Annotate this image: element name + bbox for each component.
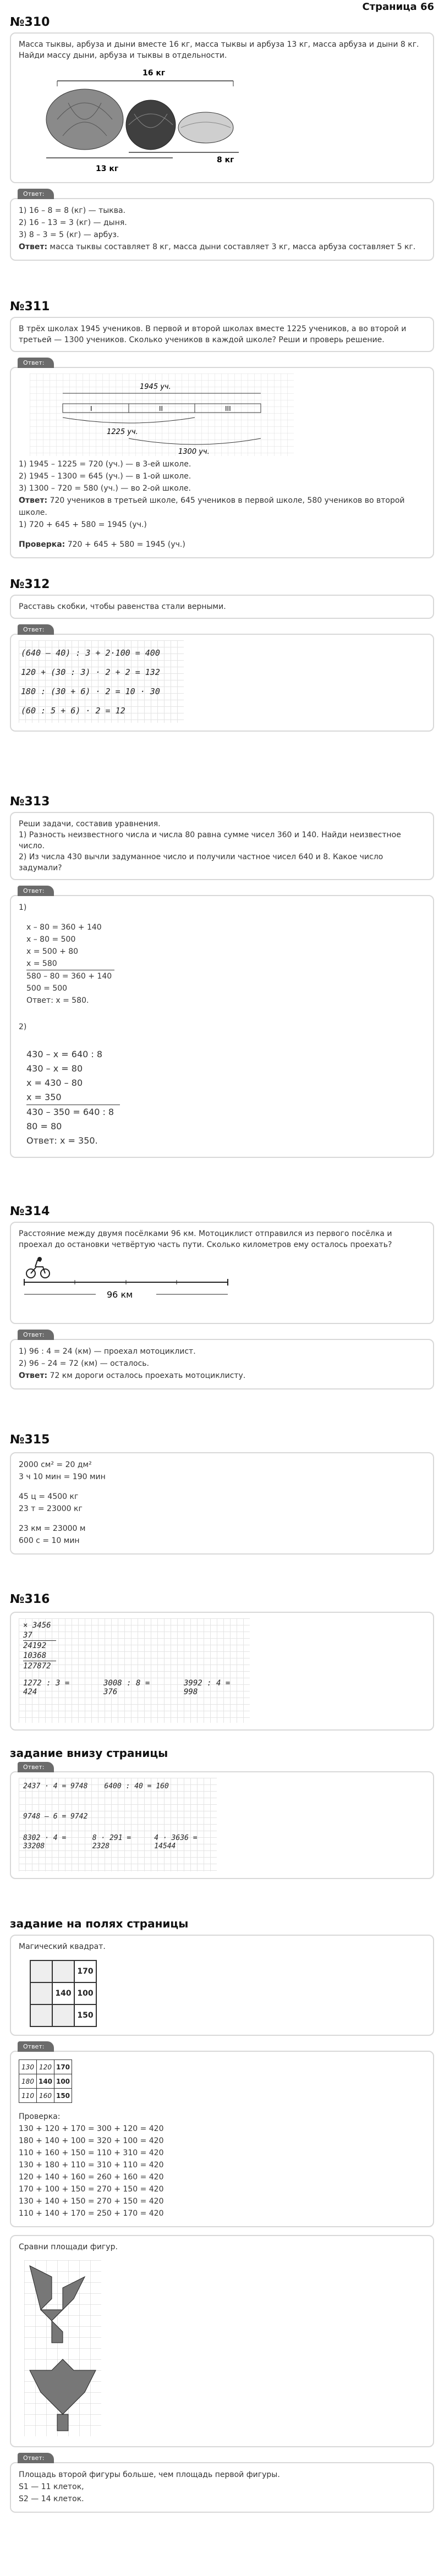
label-16kg: 16 кг [142,69,166,78]
eq-line: Ответ: x = 350. [26,1135,98,1146]
eq-line: 580 – 80 = 360 + 140 [26,972,112,981]
task-number: №314 [10,1205,50,1218]
square-cell: 150 [74,2004,96,2026]
question-text: Расставь скобки, чтобы равенства стали верными. [19,602,226,611]
task-310 [10,15,434,261]
hw-line: 10368 [23,1651,56,1661]
task-313 [10,795,434,1158]
check-line: Проверка: 720 + 645 + 580 = 1945 (уч.) [19,540,185,549]
check-line: 170 + 100 + 150 = 270 + 150 = 420 [19,2185,164,2194]
margin-task [10,1917,434,2513]
conversion-line: 600 с = 10 мин [19,1536,80,1545]
division-row [23,1679,245,1696]
square-cell: 150 [54,2089,72,2103]
check-line: 180 + 140 + 100 = 320 + 100 = 420 [19,2136,164,2145]
hw-line: × 3456 [23,1621,51,1630]
eq-line: 80 = 80 [26,1121,62,1132]
equation-2 [26,1047,425,1148]
hw-line: 24192 [23,1641,47,1650]
hw-line: 8 · 291 = 2328 [92,1834,131,1850]
svg-text:I: I [90,405,92,413]
hw-line: 120 + (30 : 3) · 2 + 2 = 132 [21,667,160,677]
square-cell: 130 [19,2060,37,2074]
answer-tag: Ответ: [18,2041,54,2052]
answer-line: Ответ: 72 км дороги осталось проехать мотоциклисту. [19,1371,246,1380]
bottom-task [10,1746,434,1879]
conversion-line: 3 ч 10 мин = 190 мин [19,1473,106,1481]
hw-1945: 1945 уч. [140,383,171,391]
check-title: Проверка: [19,2112,61,2121]
figures-illustration [24,2260,101,2436]
equation-1 [26,921,425,1007]
task-315 [10,1433,434,1555]
square-cell: 180 [19,2074,37,2089]
hw-1300: 1300 уч. [178,448,210,456]
question-text: Магический квадрат. [19,1942,106,1951]
page-title: Страница 66 [362,1,434,13]
label-8kg: 8 кг [217,156,234,164]
question-box [10,595,434,619]
answer-line: S1 — 11 клеток, [19,2482,84,2491]
eq-line: x = 430 – 80 [26,1078,83,1088]
svg-text:III: III [225,405,231,413]
solution-line: 1) 1945 – 1225 = 720 (уч.) — в 3-ей школе. [19,460,191,469]
eq-line: x = 500 + 80 [26,947,79,956]
hw-line: 4 · 3636 = 14544 [154,1834,198,1850]
square-cell: 100 [54,2074,72,2089]
eq-line: 430 – x = 640 : 8 [26,1049,103,1059]
question-text: В трёх школах 1945 учеников. В первой и второй школах вместе 1225 учеников, а во второй и третьей — 1300 учеников. Сколько учеников в каждой школе? Реши и проверь решение. [19,325,407,344]
question-text: 2) Из числа 430 вычли задуманное число и получили частное чисел 640 и 8. Какое число задумали? [19,853,383,872]
hw-row [23,1834,212,1850]
conversion-line: 23 км = 23000 м [19,1524,86,1533]
svg-text:II: II [159,405,163,413]
answer-box [10,198,434,261]
answer-line: Площадь второй фигуры больше, чем площадь первой фигуры. [19,2470,280,2479]
grid-paper [19,1778,217,1871]
hw-division: 3992 : 4 = 998 [184,1679,231,1696]
spacer [19,1483,425,1491]
square-cell [52,2004,74,2026]
answer-line: Ответ: масса тыквы составляет 8 кг, масса дыни составляет 3 кг, масса арбуза составляет 5 кг. [19,243,416,251]
handwritten-diagram [30,374,294,456]
hw-row [23,1782,212,1790]
eq-line: x – 80 = 500 [26,935,76,944]
answer-tag: Ответ: [18,189,54,199]
question-text: Реши задачи, составив уравнения. [19,820,161,828]
grid-paper [19,640,184,723]
square-cell: 170 [74,1960,96,1982]
answer-tag: Ответ: [18,1762,54,1772]
answer-tag: Ответ: [18,1330,54,1340]
hw-line: (60 : 5 + 6) · 2 = 12 [21,706,125,716]
part-label: 2) [19,1023,27,1031]
answer-box [10,2051,434,2227]
eq-line: x = 350 [26,1090,120,1105]
square-cell: 170 [54,2060,72,2074]
answer-box [10,895,434,1158]
label-96km: 96 км [107,1289,133,1300]
answer-tag: Ответ: [18,358,54,368]
square-cell: 160 [37,2089,54,2103]
section-heading: задание на полях страницы [10,1917,189,1930]
answer-tag: Ответ: [18,886,54,896]
task-312 [10,578,434,732]
question-box [10,32,434,183]
hw-line: (640 – 40) : 3 + 2·100 = 400 [21,648,160,658]
solution-line: 1) 720 + 645 + 580 = 1945 (уч.) [19,520,147,529]
hw-line: 37 [23,1630,56,1641]
solution-line: 1) 96 : 4 = 24 (км) — проехал мотоциклист. [19,1347,196,1356]
task-314 [10,1205,434,1389]
hw-division: 1272 : 3 = 424 [23,1679,70,1696]
eq-line: 500 = 500 [26,984,68,993]
eq-line: x – 80 = 360 + 140 [26,923,102,932]
answer-box [10,1339,434,1389]
question-box [10,1222,434,1324]
eq-line: Ответ: x = 580. [26,996,89,1005]
question-text: 1) Разность неизвестного числа и числа 80 равна сумме чисел 360 и 140. Найди неизвестное число. [19,831,401,850]
check-line: 110 + 140 + 170 = 250 + 170 = 420 [19,2209,164,2218]
solution-line: 2) 1945 – 1300 = 645 (уч.) — в 1-ой школе. [19,472,191,481]
check-line: 130 + 120 + 170 = 300 + 120 = 420 [19,2124,164,2133]
question-box [10,2235,434,2447]
answer-box [10,367,434,558]
hw-line: 6400 : 40 = 160 [104,1782,169,1790]
square-cell: 140 [37,2074,54,2089]
spacer [19,1515,425,1523]
conversion-line: 23 т = 23000 кг [19,1504,83,1513]
check-line: 130 + 180 + 110 = 310 + 110 = 420 [19,2161,164,2169]
hw-line: 127872 [23,1662,51,1671]
question-text: Сравни площади фигур. [19,2243,118,2251]
square-cell: 140 [52,1982,74,2004]
hw-line: 180 : (30 + 6) · 2 = 10 · 30 [21,686,160,696]
task-number: №316 [10,1592,50,1606]
answer-tag: Ответ: [18,2453,54,2463]
answer-box [10,2462,434,2513]
answer-line: S2 — 14 клеток. [19,2495,84,2503]
check-line: 110 + 160 + 150 = 110 + 310 = 420 [19,2149,164,2157]
solution-line: 2) 16 – 13 = 3 (кг) — дыня. [19,218,127,227]
hw-line: 9748 – 6 = 9742 [23,1812,88,1821]
task-316 [10,1592,434,1731]
square-cell [30,2004,52,2026]
conversion-line: 45 ц = 4500 кг [19,1492,79,1501]
part-label: 1) [19,903,27,912]
eq-line: 430 – x = 80 [26,1063,83,1074]
solution-line: 2) 96 – 24 = 72 (км) — осталось. [19,1359,149,1368]
answer-box [10,1452,434,1555]
solution-line: 1) 16 – 8 = 8 (кг) — тыква. [19,206,126,215]
answer-box [10,1771,434,1879]
magic-square-answer [19,2059,72,2103]
check-line: 130 + 140 + 150 = 270 + 150 = 420 [19,2197,164,2206]
task-number: №311 [10,300,50,314]
section-heading: задание внизу страницы [10,1746,168,1760]
answer-line: Ответ: 720 учеников в третьей школе, 645 учеников в первой школе, 580 учеников во второй школе. [19,496,405,517]
question-box [10,1935,434,2036]
square-cell: 100 [74,1982,96,2004]
hw-division: 3008 : 8 = 376 [103,1679,150,1696]
hw-line: 2437 · 4 = 9748 [23,1782,88,1790]
magic-square-given [30,1960,97,2027]
grid-paper [19,1618,250,1723]
vegetables-illustration [35,64,266,174]
answer-tag: Ответ: [18,624,54,635]
check-line: 120 + 140 + 160 = 260 + 160 = 420 [19,2173,164,2182]
task-number: №313 [10,795,50,809]
question-box [10,317,434,352]
road-diagram [19,1255,239,1315]
question-box [10,812,434,880]
answer-box [10,1612,434,1731]
solution-line: 3) 1300 – 720 = 580 (уч.) — во 2-ой школе. [19,484,191,493]
square-cell [30,1982,52,2004]
question-text: Масса тыквы, арбуза и дыни вместе 16 кг, масса тыквы и арбуза 13 кг, масса арбуза и дыни 8 кг. Найди массу дыни, арбуза и тыквы в отдельности. [19,40,419,60]
question-text: Расстояние между двумя посёлками 96 км. Мотоциклист отправился из первого посёлка и проехал до остановки четвёртую часть пути. Сколько километров ему осталось проехать? [19,1229,392,1249]
conversion-line: 2000 см² = 20 дм² [19,1460,92,1469]
hw-1225: 1225 уч. [107,428,138,436]
square-cell [30,1960,52,1982]
label-13kg: 13 кг [96,164,119,173]
task-number: №312 [10,578,50,591]
task-311 [10,300,434,558]
square-cell: 120 [37,2060,54,2074]
task-number: №310 [10,15,50,29]
eq-line: 430 – 350 = 640 : 8 [26,1107,114,1117]
square-cell: 110 [19,2089,37,2103]
eq-line: x = 580 [26,958,114,970]
solution-line: 3) 8 – 3 = 5 (кг) — арбуз. [19,230,119,239]
square-cell [52,1960,74,1982]
answer-box [10,634,434,732]
task-number: №315 [10,1433,50,1447]
hw-line: 8302 · 4 = 33208 [23,1834,67,1850]
